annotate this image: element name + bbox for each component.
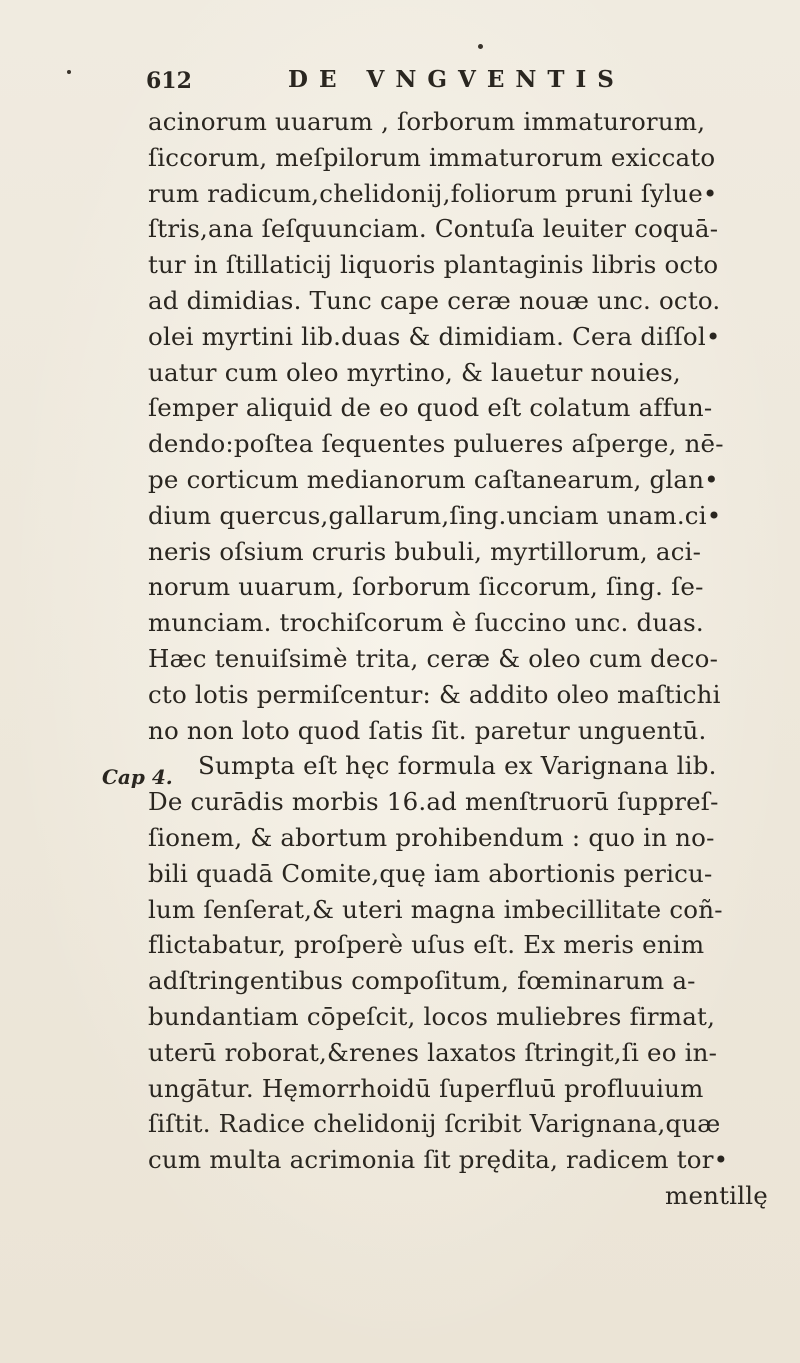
text-line: norum uuarum, ſorborum ſiccorum, ſing. ſe-: [148, 572, 704, 602]
text-line: no non loto quod ſatis ſit. paretur unguentū.: [148, 715, 707, 745]
text-line: lum ſenſerat,& uteri magna imbecillitate coñ-: [148, 894, 723, 924]
text-line: bundantiam cōpeſcit, locos muliebres firmat,: [148, 1001, 716, 1031]
text-line: pe corticum medianorum caſtanearum, glan•: [148, 464, 719, 494]
text-line: ungātur. Hęmorrhoidū ſuperfluū profluuium: [148, 1073, 704, 1103]
text-line: ſtris,ana ſeſquunciam. Contuſa leuiter coquā-: [148, 214, 719, 244]
ink-speck: [478, 44, 483, 49]
text-line: olei myrtini lib.duas & dimidiam. Cera diſſol•: [148, 321, 721, 351]
text-line: ſemper aliquid de eo quod eſt colatum affun-: [148, 393, 713, 423]
margin-note: Cap 4.: [102, 765, 173, 789]
text-line: flictabatur, proſperè uſus eſt. Ex meris enim: [148, 930, 705, 960]
text-line: uatur cum oleo myrtino, & lauetur nouies,: [148, 357, 681, 387]
page-number: 612: [146, 68, 192, 94]
text-line: adſtringentibus compoſitum, fœminarum a-: [148, 966, 696, 996]
text-line: uterū roborat,&renes laxatos ſtringit,ſi eo in-: [148, 1037, 718, 1067]
text-line: ſionem, & abortum prohibendum : quo in no-: [148, 822, 715, 852]
text-line: Hæc tenuiſsimè trita, ceræ & oleo cum deco-: [148, 643, 719, 673]
text-line: munciam. trochiſcorum è ſuccino unc. duas.: [148, 608, 704, 638]
text-line: ſiccorum, meſpilorum immaturorum exiccato: [148, 142, 716, 172]
catchword: mentillę: [665, 1180, 768, 1210]
text-line: dendo:poſtea ſequentes pulueres aſperge, nē-: [148, 429, 724, 459]
text-line: tur in ſtillaticij liquoris plantaginis libris octo: [148, 250, 719, 280]
body-text: [148, 104, 768, 1214]
page-header: [0, 64, 800, 104]
text-line: ad dimidias. Tunc cape ceræ nouæ unc. octo.: [148, 285, 721, 315]
text-line: dium quercus,gallarum,ſing.unciam unam.ci•: [148, 500, 722, 530]
text-line: rum radicum,chelidonij,foliorum pruni ſylue•: [148, 178, 718, 208]
text-line: cto lotis permiſcentur: & addito oleo maſtichi: [148, 679, 721, 709]
text-line: neris oſsium cruris bubuli, myrtillorum, aci-: [148, 536, 702, 566]
text-line: cum multa acrimonia ſit prędita, radicem tor•: [148, 1145, 729, 1175]
text-line: bili quadā Comite,quę iam abortionis pericu-: [148, 858, 713, 888]
running-head: DE VNGVENTIS: [288, 66, 625, 93]
text-line: ſiſtit. Radice chelidonij ſcribit Varignana,quæ: [148, 1109, 721, 1139]
text-line: acinorum uuarum , ſorborum immaturorum,: [148, 107, 706, 136]
text-line: De curādis morbis 16.ad menſtruorū ſuppreſ-: [148, 787, 719, 817]
text-line: Sumpta eſt hęc formula ex Varignana lib.: [198, 751, 717, 781]
